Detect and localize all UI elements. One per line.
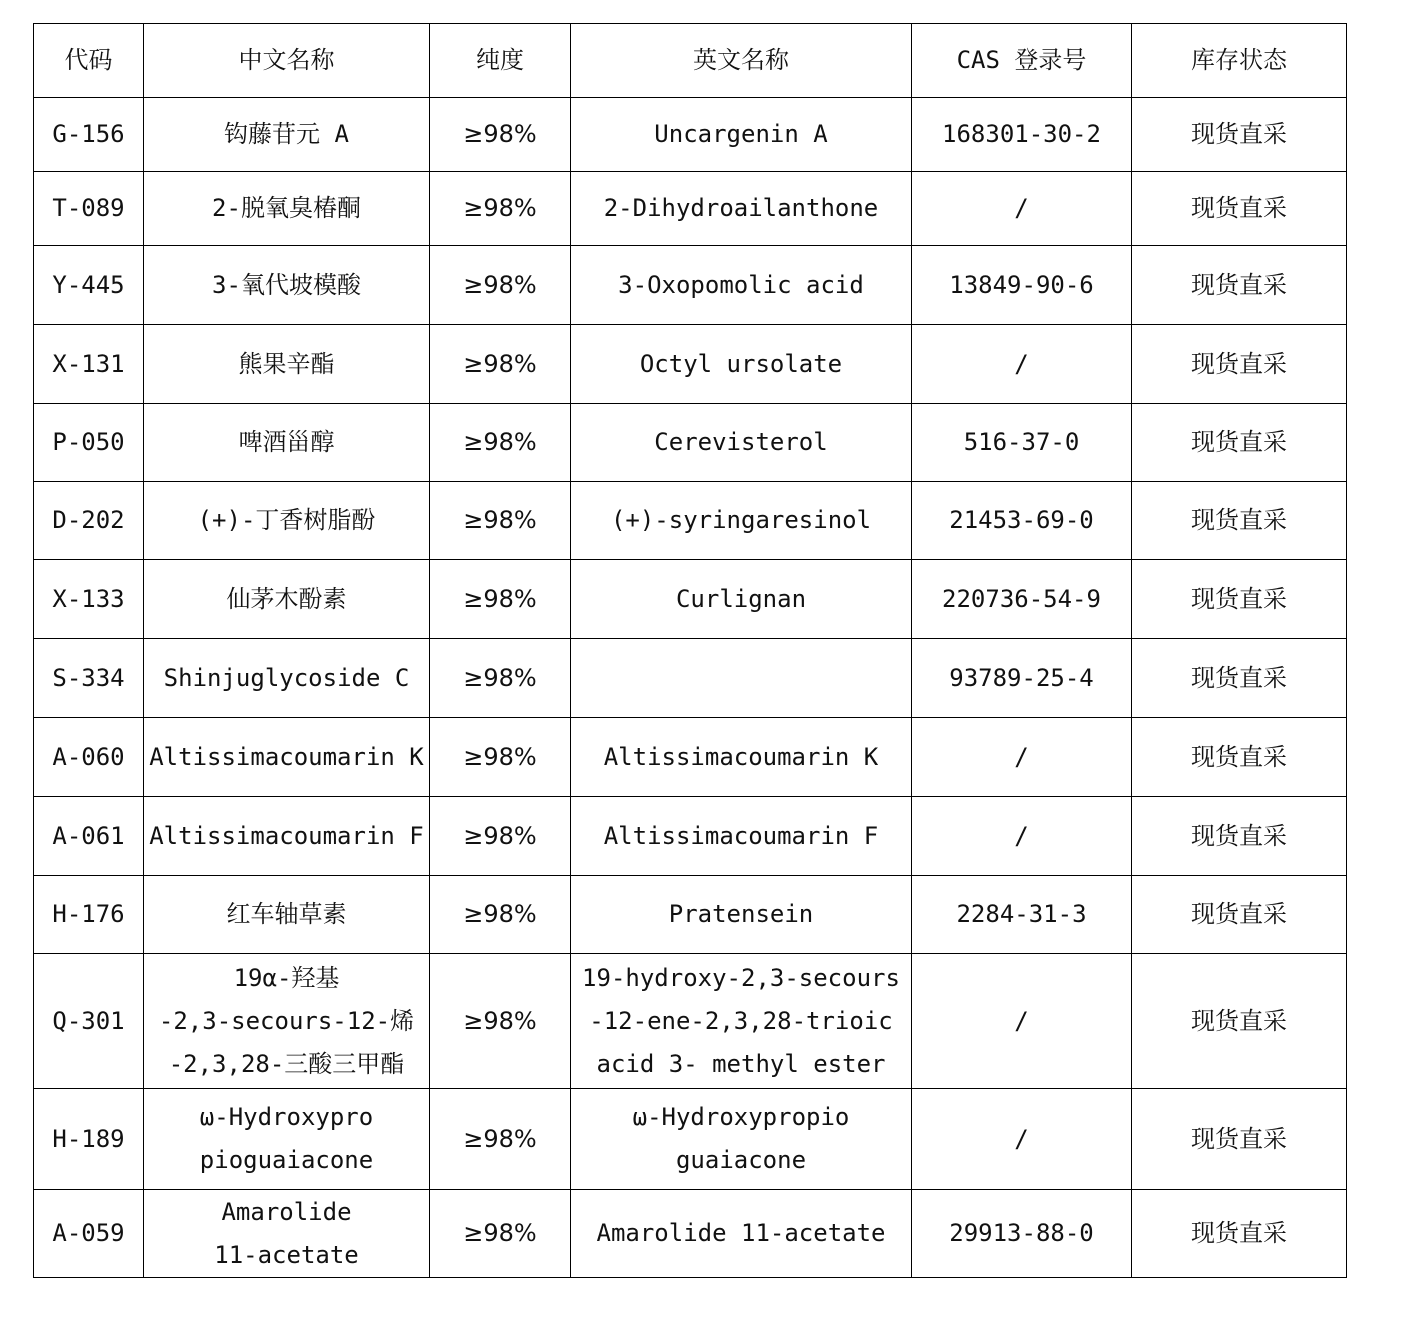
cas-number-cell: /	[912, 954, 1132, 1089]
cas-number-cell: 516-37-0	[912, 404, 1132, 482]
code-cell: H-176	[34, 876, 144, 954]
cas-number-cell: /	[912, 1089, 1132, 1190]
english-name-cell: Amarolide 11-acetate	[571, 1190, 912, 1278]
chinese-name-cell: 仙茅木酚素	[144, 560, 430, 639]
table-row	[34, 639, 1347, 718]
stock-status-cell: 现货直采	[1132, 172, 1347, 246]
compound-table	[33, 23, 1347, 1278]
code-cell: X-131	[34, 325, 144, 404]
header-code: 代码	[34, 24, 144, 98]
chinese-name-cell: 钩藤苷元 A	[144, 98, 430, 172]
stock-status-cell: 现货直采	[1132, 482, 1347, 560]
purity-cell: ≥98%	[430, 876, 571, 954]
table-row	[34, 1089, 1347, 1190]
english-name-cell: Octyl ursolate	[571, 325, 912, 404]
purity-cell: ≥98%	[430, 404, 571, 482]
code-cell: A-059	[34, 1190, 144, 1278]
purity-cell: ≥98%	[430, 1089, 571, 1190]
stock-status-cell: 现货直采	[1132, 718, 1347, 797]
chinese-name-cell: Shinjuglycoside C	[144, 639, 430, 718]
chinese-name-cell: 红车轴草素	[144, 876, 430, 954]
table-header	[34, 24, 1347, 98]
cas-number-cell: /	[912, 718, 1132, 797]
table-row	[34, 797, 1347, 876]
stock-status-cell: 现货直采	[1132, 876, 1347, 954]
cas-number-cell: 21453-69-0	[912, 482, 1132, 560]
english-name-cell: 2-Dihydroailanthone	[571, 172, 912, 246]
stock-status-cell: 现货直采	[1132, 560, 1347, 639]
stock-status-cell: 现货直采	[1132, 797, 1347, 876]
english-name-cell: Curlignan	[571, 560, 912, 639]
code-cell: H-189	[34, 1089, 144, 1190]
chinese-name-cell: 熊果辛酯	[144, 325, 430, 404]
stock-status-cell: 现货直采	[1132, 1089, 1347, 1190]
table-row	[34, 98, 1347, 172]
header-cas-number: CAS 登录号	[912, 24, 1132, 98]
purity-cell: ≥98%	[430, 325, 571, 404]
table-row	[34, 246, 1347, 325]
code-cell: D-202	[34, 482, 144, 560]
english-name-cell: Pratensein	[571, 876, 912, 954]
chinese-name-cell: (+)-丁香树脂酚	[144, 482, 430, 560]
english-name-cell: Cerevisterol	[571, 404, 912, 482]
table-row	[34, 325, 1347, 404]
cas-number-cell: 93789-25-4	[912, 639, 1132, 718]
purity-cell: ≥98%	[430, 172, 571, 246]
stock-status-cell: 现货直采	[1132, 325, 1347, 404]
chinese-name-cell: 3-氧代坡模酸	[144, 246, 430, 325]
chinese-name-cell: Altissimacoumarin K	[144, 718, 430, 797]
cas-number-cell: /	[912, 797, 1132, 876]
purity-cell: ≥98%	[430, 98, 571, 172]
cas-number-cell: 29913-88-0	[912, 1190, 1132, 1278]
header-purity: 纯度	[430, 24, 571, 98]
code-cell: A-060	[34, 718, 144, 797]
table-row	[34, 876, 1347, 954]
stock-status-cell: 现货直采	[1132, 639, 1347, 718]
english-name-cell: Altissimacoumarin F	[571, 797, 912, 876]
cas-number-cell: 13849-90-6	[912, 246, 1132, 325]
code-cell: P-050	[34, 404, 144, 482]
code-cell: X-133	[34, 560, 144, 639]
purity-cell: ≥98%	[430, 718, 571, 797]
english-name-cell: 3-Oxopomolic acid	[571, 246, 912, 325]
code-cell: Q-301	[34, 954, 144, 1089]
english-name-cell: 19-hydroxy-2,3-secours -12-ene-2,3,28-trioic acid 3- methyl ester	[571, 954, 912, 1089]
purity-cell: ≥98%	[430, 954, 571, 1089]
chinese-name-cell: Altissimacoumarin F	[144, 797, 430, 876]
header-english-name: 英文名称	[571, 24, 912, 98]
stock-status-cell: 现货直采	[1132, 246, 1347, 325]
english-name-cell: (+)-syringaresinol	[571, 482, 912, 560]
purity-cell: ≥98%	[430, 1190, 571, 1278]
stock-status-cell: 现货直采	[1132, 954, 1347, 1089]
table-row	[34, 172, 1347, 246]
table-row	[34, 404, 1347, 482]
english-name-cell: Altissimacoumarin K	[571, 718, 912, 797]
header-row	[34, 24, 1347, 98]
cas-number-cell: 220736-54-9	[912, 560, 1132, 639]
purity-cell: ≥98%	[430, 797, 571, 876]
table-body	[34, 98, 1347, 1278]
chinese-name-cell: ω-Hydroxypro pioguaiacone	[144, 1089, 430, 1190]
cas-number-cell: 2284-31-3	[912, 876, 1132, 954]
purity-cell: ≥98%	[430, 639, 571, 718]
purity-cell: ≥98%	[430, 560, 571, 639]
english-name-cell: Uncargenin A	[571, 98, 912, 172]
header-chinese-name: 中文名称	[144, 24, 430, 98]
stock-status-cell: 现货直采	[1132, 1190, 1347, 1278]
code-cell: Y-445	[34, 246, 144, 325]
stock-status-cell: 现货直采	[1132, 98, 1347, 172]
code-cell: G-156	[34, 98, 144, 172]
chinese-name-cell: Amarolide 11-acetate	[144, 1190, 430, 1278]
table-row	[34, 560, 1347, 639]
table-row	[34, 954, 1347, 1089]
chinese-name-cell: 2-脱氧臭椿酮	[144, 172, 430, 246]
cas-number-cell: 168301-30-2	[912, 98, 1132, 172]
table-row	[34, 1190, 1347, 1278]
table-row	[34, 718, 1347, 797]
table-row	[34, 482, 1347, 560]
code-cell: T-089	[34, 172, 144, 246]
cas-number-cell: /	[912, 172, 1132, 246]
stock-status-cell: 现货直采	[1132, 404, 1347, 482]
english-name-cell	[571, 639, 912, 718]
chinese-name-cell: 啤酒甾醇	[144, 404, 430, 482]
english-name-cell: ω-Hydroxypropio guaiacone	[571, 1089, 912, 1190]
cas-number-cell: /	[912, 325, 1132, 404]
header-stock-status: 库存状态	[1132, 24, 1347, 98]
code-cell: S-334	[34, 639, 144, 718]
purity-cell: ≥98%	[430, 482, 571, 560]
purity-cell: ≥98%	[430, 246, 571, 325]
code-cell: A-061	[34, 797, 144, 876]
chinese-name-cell: 19α-羟基 -2,3-secours-12-烯 -2,3,28-三酸三甲酯	[144, 954, 430, 1089]
